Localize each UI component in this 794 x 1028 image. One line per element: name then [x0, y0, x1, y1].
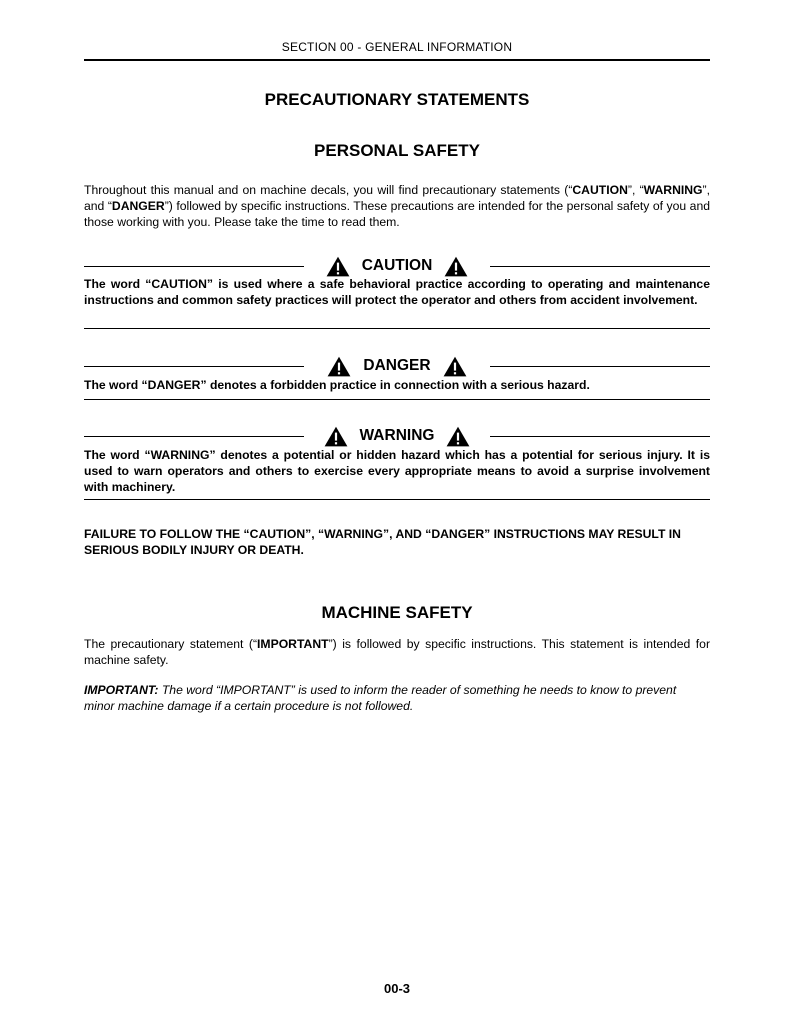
warning-label: WARNING — [359, 427, 435, 444]
danger-heading — [84, 354, 710, 378]
page-number: 00-3 — [383, 981, 411, 996]
warning-right-rule — [490, 436, 710, 437]
machine-safety-heading: MACHINE SAFETY — [321, 603, 473, 622]
caution-right-rule — [490, 266, 710, 267]
warning-left-rule — [84, 436, 304, 437]
warning-bottom-rule — [84, 499, 710, 500]
failure-notice: FAILURE TO FOLLOW THE “CAUTION”, “WARNING”, AND “DANGER” INSTRUCTIONS MAY RESULT IN SERIOUS BODILY INJURY OR DEATH. — [84, 527, 681, 557]
caution-label: CAUTION — [361, 257, 433, 274]
intro-paragraph: Throughout this manual and on machine decals, you will find precautionary statements (“CAUTION”, “WARNING”, and “DANGER”) followed by specific instructions. These precautions are intended for the personal safety of you and those working with you. Please take the time to read them. — [84, 183, 711, 229]
warning-triangle-icon — [444, 256, 468, 277]
page-title: PRECAUTIONARY STATEMENTS — [264, 90, 530, 109]
caution-text: The word “CAUTION” is used where a safe behavioral practice according to operating and maintenance instructions and common safety practices will protect the operator and others from accident involvement. — [84, 277, 710, 307]
warning-heading — [84, 424, 710, 448]
section-header: SECTION 00 - GENERAL INFORMATION — [281, 40, 513, 54]
danger-text: The word “DANGER” denotes a forbidden practice in connection with a serious hazard. — [84, 378, 590, 392]
danger-bottom-rule — [84, 399, 710, 400]
personal-safety-heading: PERSONAL SAFETY — [314, 141, 480, 160]
warning-triangle-icon — [326, 256, 350, 277]
important-label: IMPORTANT: — [84, 683, 159, 697]
caution-bottom-rule — [84, 328, 710, 329]
caution-left-rule — [84, 266, 304, 267]
warning-triangle-icon — [446, 426, 470, 447]
warning-text: The word “WARNING” denotes a potential or hidden hazard which has a potential for serious injury. It is used to warn operators and others to exercise every appropriate means to avoid a surprise involvement with machinery. — [84, 448, 710, 494]
warning-triangle-icon — [324, 426, 348, 447]
warning-triangle-icon — [327, 356, 351, 377]
important-note — [84, 682, 710, 714]
important-text: The word “IMPORTANT” is used to inform the reader of something he needs to know to prevent minor machine damage if a certain procedure is not followed. — [84, 683, 677, 713]
warning-triangle-icon — [443, 356, 467, 377]
danger-label: DANGER — [363, 357, 431, 374]
caution-heading — [84, 254, 710, 278]
header-rule — [84, 59, 710, 61]
danger-left-rule — [84, 366, 304, 367]
danger-right-rule — [490, 366, 710, 367]
machine-safety-paragraph: The precautionary statement (“IMPORTANT”) is followed by specific instructions. This statement is intended for machine safety. — [84, 637, 711, 667]
